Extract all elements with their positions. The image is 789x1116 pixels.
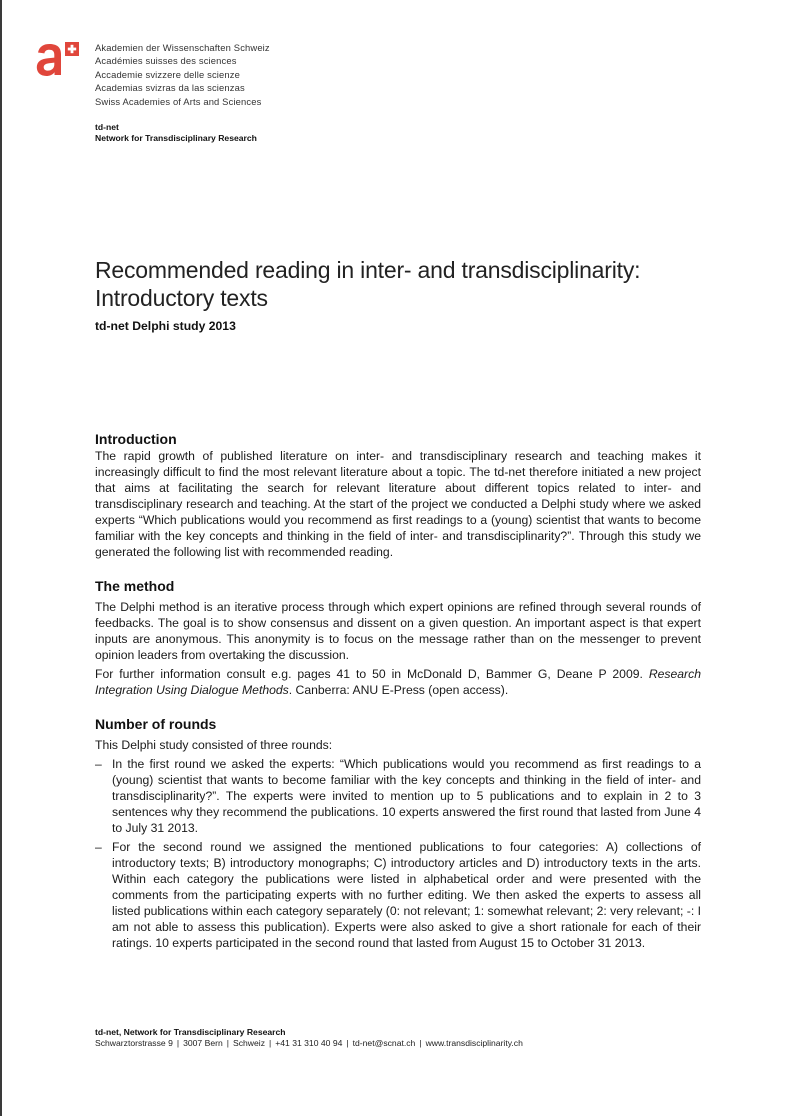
- document-subtitle: td-net Delphi study 2013: [95, 319, 236, 333]
- org-name-english: Swiss Academies of Arts and Sciences: [95, 95, 262, 107]
- footer-address: Schwarztorstrasse 9: [95, 1038, 173, 1048]
- network-label: [95, 122, 257, 144]
- method-paragraph: The Delphi method is an iterative process through which expert opinions are refined through several rounds of feedbacks. The goal is to show consensus and dissent on a given question. An important aspect is that expert inputs are anonymous. This anonymity is to focus on the message rather than on the messenger to prevent opinion leaders from overtaking the discussion.: [95, 600, 701, 662]
- network-short-name: td-net: [95, 122, 119, 132]
- document-body: [95, 431, 701, 969]
- footer-separator: |: [226, 1038, 229, 1048]
- section-heading-introduction: Introduction: [95, 431, 177, 447]
- section-introduction: [95, 431, 701, 560]
- reference-title: Research Integration Using Dialogue Methods: [95, 667, 701, 697]
- round-2-text: For the second round we assigned the mentioned publications to four categories: A) collections of introductory texts; B) introductory monographs; C) introductory articles and D) introductory texts in the arts. Within each category the publications were listed in alphabetical order and were presented with the comments from the participating experts with no further editing. We then asked the experts to assess all listed publications within each category separately (0: not relevant; 1: somewhat relevant; 2: very relevant; -: I am not able to assess this publication). Experts were also asked to give a short rationale for each of their ratings. 10 experts participated in the second round that lasted from August 15 to October 31 2013.: [112, 840, 701, 950]
- page-footer: [95, 1027, 523, 1049]
- list-item: [95, 839, 701, 951]
- rounds-list: [95, 756, 701, 951]
- footer-phone: +41 31 310 40 94: [275, 1038, 343, 1048]
- section-heading-rounds: Number of rounds: [95, 716, 217, 732]
- footer-contact-line: [95, 1038, 523, 1049]
- org-name-german: Akademien der Wissenschaften Schweiz: [95, 42, 270, 53]
- round-1-text: In the first round we asked the experts: “Which publications would you recommend as first readings to a (young) scientist that wants to become familiar with the key concepts and thinking in the field of inter- and transdisciplinarity?”. The experts were invited to mention up to 5 publications and to explain in 2 to 3 sentences why they recommend the publications. 10 experts answered the first round that lasted from June 4 to July 31 2013.: [112, 757, 701, 835]
- footer-website-link[interactable]: www.transdisciplinarity.ch: [425, 1038, 523, 1048]
- method-reference: [95, 666, 701, 698]
- org-name-french: Académies suisses des sciences: [95, 55, 237, 67]
- footer-org-name: td-net, Network for Transdisciplinary Research: [95, 1027, 286, 1037]
- document-title-line1: Recommended reading in inter- and transdisciplinarity:: [95, 257, 641, 283]
- network-long-name: Network for Transdisciplinary Research: [95, 133, 257, 143]
- rounds-intro: This Delphi study consisted of three rounds:: [95, 738, 333, 752]
- footer-city: 3007 Bern: [183, 1038, 223, 1048]
- org-name-romansh: Academias svizras da las scienzas: [95, 82, 245, 94]
- dash-bullet-icon: –: [95, 757, 102, 771]
- introduction-paragraph: The rapid growth of published literature on inter- and transdisciplinary research and teaching makes it increasingly difficult to find the most relevant literature about a topic. The td-net therefore initiated a new project that aims at facilitating the search for relevant literature about different topics related to inter- and transdisciplinary research and teaching. At the start of the project we conducted a Delphi study where we asked experts “Which publications would you recommend as first readings to a (young) scientist that wants to become familiar with the key concepts and thinking in the field of inter- and transdisciplinarity?”. Through this study we generated the following list with recommended reading.: [95, 449, 701, 559]
- section-rounds: [95, 716, 701, 951]
- footer-separator: |: [419, 1038, 422, 1048]
- document-title-line2: Introductory texts: [95, 285, 268, 311]
- document-title: [95, 256, 735, 312]
- footer-separator: |: [176, 1038, 180, 1048]
- footer-separator: |: [269, 1038, 272, 1048]
- section-method: [95, 578, 701, 698]
- footer-country: Schweiz: [233, 1038, 265, 1048]
- swiss-academies-logo-icon: [36, 41, 82, 77]
- dash-bullet-icon: –: [95, 840, 102, 854]
- reference-prefix: For further information consult e.g. pages 41 to 50 in McDonald D, Bammer G, Deane P 2009.: [95, 667, 649, 681]
- page-left-edge-rule: [0, 0, 2, 1116]
- footer-separator: |: [346, 1038, 349, 1048]
- academies-names-block: [95, 41, 270, 108]
- org-name-italian: Accademie svizzere delle scienze: [95, 68, 240, 80]
- section-heading-method: The method: [95, 578, 175, 594]
- reference-suffix: . Canberra: ANU E-Press (open access).: [288, 683, 509, 697]
- list-item: [95, 756, 701, 836]
- footer-email-link[interactable]: td-net@scnat.ch: [352, 1038, 416, 1048]
